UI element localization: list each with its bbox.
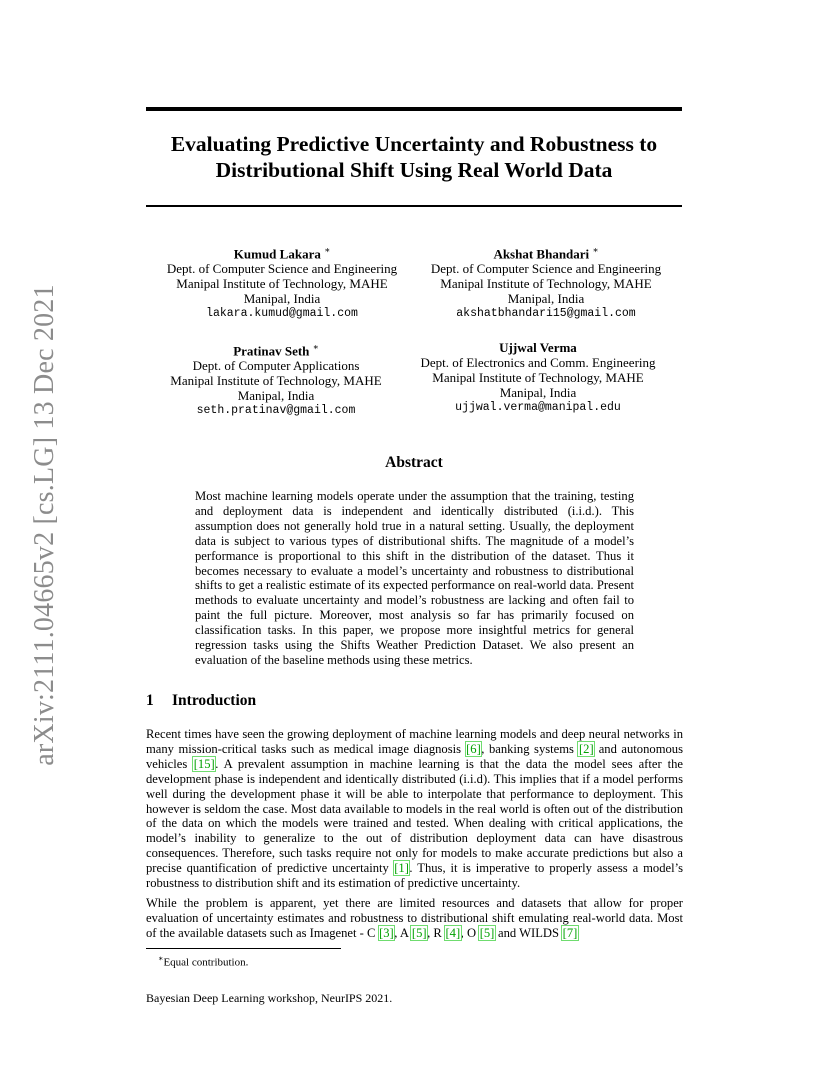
title-rule-top <box>146 107 682 111</box>
citation-link[interactable]: [5] <box>479 925 495 940</box>
author-name: Akshat Bhandari ∗ <box>493 245 599 262</box>
author-block <box>416 243 676 321</box>
author-institute: Manipal Institute of Technology, MAHE <box>440 276 652 292</box>
title-rule-bottom <box>146 205 682 207</box>
citation-link[interactable]: [15] <box>193 756 215 771</box>
author-location: Manipal, India <box>507 291 585 307</box>
author-name: Ujjwal Verma <box>499 340 577 355</box>
author-department: Dept. of Electronics and Comm. Engineering <box>420 355 656 370</box>
section-title: Introduction <box>172 692 257 709</box>
author-email[interactable]: akshatbhandari15@gmail.com <box>456 307 636 321</box>
section-heading <box>146 692 256 710</box>
author-location: Manipal, India <box>243 291 321 307</box>
footnote <box>158 952 248 970</box>
author-institute: Manipal Institute of Technology, MAHE <box>170 373 382 389</box>
equal-contribution-mark: ∗ <box>592 245 599 255</box>
author-location: Manipal, India <box>237 388 315 404</box>
author-block <box>152 243 412 321</box>
intro-paragraph-2: While the problem is apparent, yet there are limited resources and datasets that allow for proper evaluation of uncertainty estimates and robustness to distributional shift emulating real-world data. Most of the available datasets such as Imagenet - C [3], A [5], R [4], O [5] and WILDS [7] <box>146 896 683 940</box>
author-institute: Manipal Institute of Technology, MAHE <box>432 370 644 385</box>
abstract-heading: Abstract <box>385 454 443 471</box>
citation-link[interactable]: [2] <box>578 741 594 756</box>
intro-paragraph-1: Recent times have seen the growing deployment of machine learning models and deep neural networks in many mission-critical tasks such as medical image diagnosis [6], banking systems [2] and autonomous vehicles [15]. A prevalent assumption in machine learning is that the data the model sees after the development phase is independent and identically distributed (i.i.d). This implies that if a model performs well during the development phase it will be able to interpolate that performance to deployment. This however is seldom the case. Most data available to models in the real world is often out of the distribution of the data on which the models were trained and tested. When dealing with critical applications, the model’s inability to generalize to the out of distribution deployment data can have disastrous consequences. Therefore, such tasks require not only for models to make accurate predictions but also a precise quantification of predictive uncertainty [1]. Thus, it is imperative to properly assess a model’s robustness to distribution shift and its estimation of predictive uncertainty. <box>146 727 683 891</box>
equal-contribution-mark: ∗ <box>312 342 319 352</box>
author-department: Dept. of Computer Science and Engineering <box>166 261 398 277</box>
footnote-text: Equal contribution. <box>163 956 249 969</box>
citation-link[interactable]: [1] <box>394 861 409 876</box>
equal-contribution-mark: ∗ <box>324 245 331 255</box>
author-name: Pratinav Seth ∗ <box>233 342 319 359</box>
citation-link[interactable]: [3] <box>379 925 394 940</box>
author-email[interactable]: lakara.kumud@gmail.com <box>206 307 358 321</box>
author-department: Dept. of Computer Applications <box>192 358 360 374</box>
author-location: Manipal, India <box>499 385 577 400</box>
author-email[interactable]: seth.pratinav@gmail.com <box>196 404 356 418</box>
abstract-text: Most machine learning models operate under the assumption that the training, testing and deployment data is independent and identically distributed (i.i.d.). This assumption does not generally hold true in a natural setting. Usually, the deployment data is subject to various types of distributional shifts. The magnitude of a model’s performance is proportional to this shift in the distribution of the dataset. Thus it becomes necessary to evaluate a model’s uncertainty and robustness to distributional shifts to get a realistic estimate of its expected performance on real-world data. Present methods to evaluate uncertainty and model’s robustness are lacking and often fail to paint the full picture. Moreover, most analysis so far has primarily focused on classification tasks. In this paper, we propose more insightful metrics for general regression tasks using the Shifts Weather Prediction Dataset. We also present an evaluation of the baseline methods using these metrics. <box>195 489 634 667</box>
title-line-2: Distributional Shift Using Real World Data <box>215 158 613 182</box>
section-number: 1 <box>146 692 154 709</box>
footnote-rule <box>146 948 341 949</box>
author-block <box>408 340 668 415</box>
arxiv-identifier-text: arXiv:2111.04665v2 [cs.LG] 13 Dec 2021 <box>29 284 60 766</box>
venue-note: Bayesian Deep Learning workshop, NeurIPS 2021. <box>146 991 393 1005</box>
author-department: Dept. of Computer Science and Engineering <box>430 261 662 277</box>
citation-link[interactable]: [7] <box>562 925 578 940</box>
author-block <box>146 340 406 418</box>
author-institute: Manipal Institute of Technology, MAHE <box>176 276 388 292</box>
author-email[interactable]: ujjwal.verma@manipal.edu <box>455 401 621 414</box>
author-name: Kumud Lakara ∗ <box>233 245 331 262</box>
title-line-1: Evaluating Predictive Uncertainty and Robustness to <box>170 132 658 156</box>
citation-link[interactable]: [4] <box>445 925 461 940</box>
citation-link[interactable]: [5] <box>411 925 427 940</box>
citation-link[interactable]: [6] <box>466 741 481 756</box>
paper-title <box>146 131 682 183</box>
footnote-mark: ∗ <box>158 954 164 963</box>
